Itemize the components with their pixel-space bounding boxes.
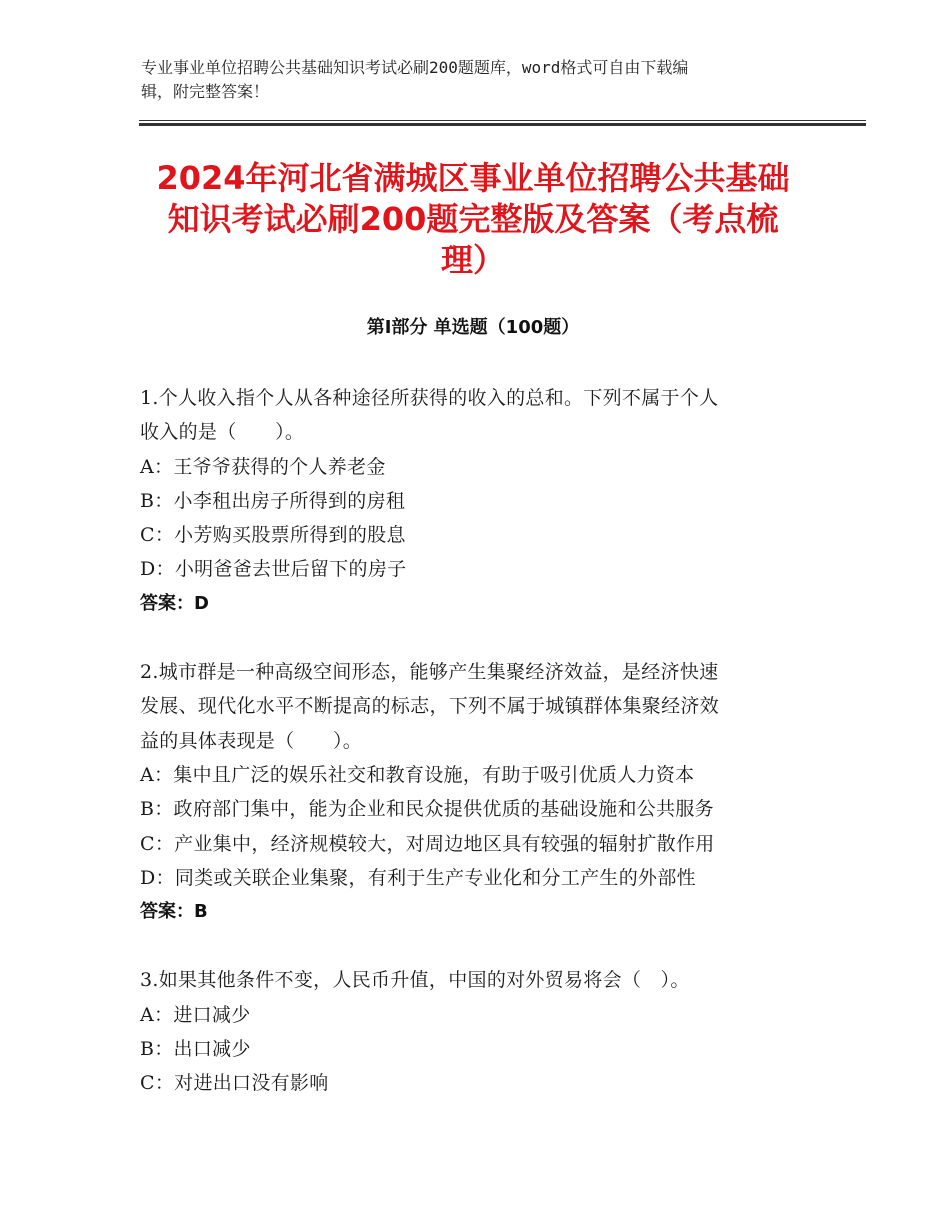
stem-line: 2.城市群是一种高级空间形态，能够产生集聚经济效益，是经济快速	[140, 661, 719, 684]
header-note	[141, 56, 821, 104]
option-c: C：产业集中，经济规模较大，对周边地区具有较强的辐射扩散作用	[140, 832, 715, 855]
option-d: D：小明爸爸去世后留下的房子	[140, 558, 407, 581]
header-note-line: 专业事业单位招聘公共基础知识考试必刷200题题库，word格式可自由下载编	[141, 58, 689, 77]
header-note-line: 辑，附完整答案！	[141, 82, 270, 101]
stem-line: 1.个人收入指个人从各种途径所获得的收入的总和。下列不属于个人	[140, 387, 719, 409]
option-d: D：同类或关联企业集聚，有利于生产专业化和分工产生的外部性	[140, 866, 696, 889]
option-b: B：政府部门集中，能为企业和民众提供优质的基础设施和公共服务	[140, 798, 714, 821]
stem-line: 益的具体表现是（ ）。	[140, 729, 363, 752]
stem-line: 收入的是（ ）。	[140, 421, 305, 444]
section-title: 第Ⅰ部分 单选题（100题）	[366, 317, 580, 338]
option-c: C：对进出口没有影响	[140, 1072, 329, 1095]
document-title	[140, 158, 806, 281]
option-b: B：出口减少	[140, 1038, 251, 1061]
option-a: A：王爷爷获得的个人养老金	[140, 455, 386, 478]
stem-line: 3.如果其他条件不变，人民币升值，中国的对外贸易将会（ ）。	[140, 969, 690, 992]
option-b: B：小李租出房子所得到的房租	[140, 489, 406, 512]
question-stem	[140, 655, 820, 758]
option-a: A：集中且广泛的娱乐社交和教育设施，有助于吸引优质人力资本	[140, 763, 695, 786]
header-divider-thin	[139, 120, 866, 121]
header-divider-thick	[139, 123, 866, 126]
option-c: C：小芳购买股票所得到的股息	[140, 524, 406, 547]
option-a: A：进口减少	[140, 1003, 251, 1026]
answer-label: 答案：D	[140, 592, 209, 614]
question-item	[140, 963, 820, 1100]
stem-line: 发展、现代化水平不断提高的标志，下列不属于城镇群体集聚经济效	[140, 695, 720, 718]
question-stem	[140, 963, 820, 997]
question-item	[140, 381, 820, 621]
question-stem	[140, 381, 820, 450]
question-item	[140, 655, 820, 929]
title-line: 知识考试必刷200题完整版及答案（考点梳	[167, 200, 779, 238]
answer-label: 答案：B	[140, 901, 208, 923]
title-line: 2024年河北省满城区事业单位招聘公共基础	[156, 159, 790, 197]
title-line: 理）	[440, 241, 505, 279]
question-list	[140, 381, 820, 1135]
